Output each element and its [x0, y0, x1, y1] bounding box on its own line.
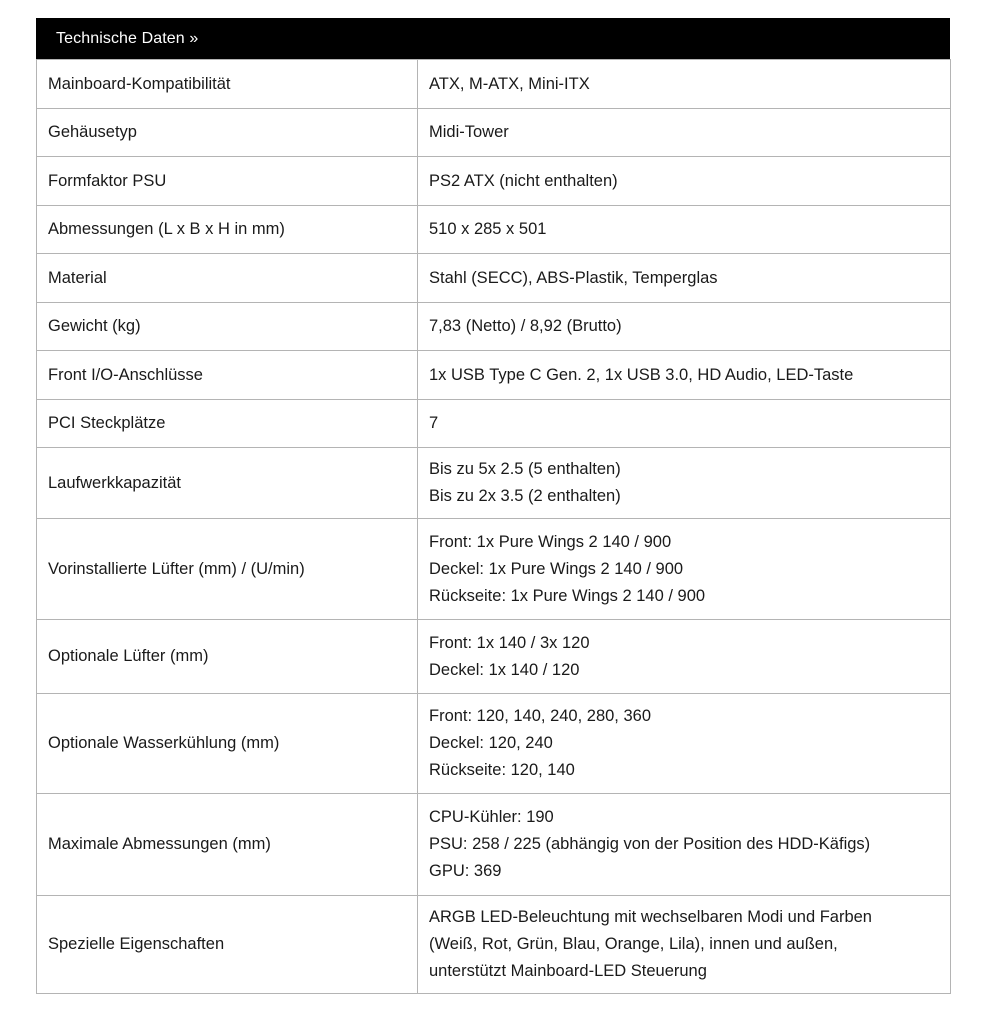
spec-label: Optionale Wasserkühlung (mm)	[37, 694, 418, 794]
spec-value	[418, 206, 951, 254]
spec-label: Maximale Abmessungen (mm)	[37, 794, 418, 896]
spec-value-line: Front: 1x Pure Wings 2 140 / 900	[429, 532, 672, 551]
spec-value-line: PSU: 258 / 225 (abhängig von der Position des HDD-Käfigs)	[429, 835, 871, 853]
spec-value	[418, 794, 951, 896]
spec-row	[37, 620, 951, 694]
spec-label: Vorinstallierte Lüfter (mm) / (U/min)	[37, 519, 418, 620]
spec-row	[37, 60, 951, 109]
spec-value-line: Rückseite: 120, 140	[429, 761, 575, 779]
spec-value-line: 7	[429, 414, 439, 432]
spec-value-line: Front: 120, 140, 240, 280, 360	[429, 707, 652, 725]
spec-value-line: unterstützt Mainboard-LED Steuerung	[429, 962, 707, 980]
spec-value-line: ATX, M-ATX, Mini-ITX	[429, 74, 590, 93]
spec-label: Formfaktor PSU	[37, 157, 418, 206]
spec-value-line: Deckel: 1x 140 / 120	[429, 660, 580, 679]
spec-table-header	[36, 18, 950, 59]
spec-row	[37, 519, 951, 620]
spec-value	[418, 448, 951, 519]
spec-row	[37, 896, 951, 994]
spec-row	[37, 351, 951, 400]
spec-row	[37, 448, 951, 519]
spec-label: Mainboard-Kompatibilität	[37, 60, 418, 109]
spec-label: Gehäusetyp	[37, 109, 418, 157]
spec-value-line: (Weiß, Rot, Grün, Blau, Orange, Lila), innen und außen,	[429, 935, 838, 953]
spec-table-body	[37, 60, 951, 994]
spec-label: Gewicht (kg)	[37, 303, 418, 351]
spec-row	[37, 109, 951, 157]
spec-value	[418, 896, 951, 994]
spec-value-line: Rückseite: 1x Pure Wings 2 140 / 900	[429, 586, 706, 605]
spec-value-line: ARGB LED-Beleuchtung mit wechselbaren Modi und Farben	[429, 908, 872, 926]
spec-table	[36, 59, 951, 994]
spec-value-line: Front: 1x 140 / 3x 120	[429, 633, 590, 652]
spec-sheet	[36, 18, 950, 994]
spec-value	[418, 400, 951, 448]
spec-value-line: Stahl (SECC), ABS-Plastik, Temperglas	[429, 268, 718, 287]
spec-label: Material	[37, 254, 418, 303]
spec-label: PCI Steckplätze	[37, 400, 418, 448]
spec-value-line: Bis zu 5x 2.5 (5 enthalten)	[429, 460, 621, 478]
spec-label: Front I/O-Anschlüsse	[37, 351, 418, 400]
spec-value	[418, 254, 951, 303]
spec-value-line: 510 x 285 x 501	[429, 220, 547, 238]
spec-value-line: GPU: 369	[429, 862, 502, 880]
spec-value-line: 1x USB Type C Gen. 2, 1x USB 3.0, HD Audio, LED-Taste	[429, 365, 854, 384]
header-title: Technische Daten »	[56, 29, 199, 47]
spec-value-line: Deckel: 1x Pure Wings 2 140 / 900	[429, 559, 684, 578]
spec-row	[37, 694, 951, 794]
spec-value-line: 7,83 (Netto) / 8,92 (Brutto)	[429, 317, 622, 335]
spec-value-line: Midi-Tower	[429, 123, 509, 141]
spec-value	[418, 60, 951, 109]
spec-row	[37, 157, 951, 206]
spec-value	[418, 157, 951, 206]
spec-value	[418, 694, 951, 794]
spec-value	[418, 109, 951, 157]
spec-value-line: PS2 ATX (nicht enthalten)	[429, 171, 618, 190]
spec-row	[37, 794, 951, 896]
spec-label: Abmessungen (L x B x H in mm)	[37, 206, 418, 254]
spec-value	[418, 303, 951, 351]
spec-value-line: Bis zu 2x 3.5 (2 enthalten)	[429, 487, 621, 505]
spec-row	[37, 400, 951, 448]
spec-row	[37, 206, 951, 254]
spec-row	[37, 303, 951, 351]
spec-value-line: CPU-Kühler: 190	[429, 808, 554, 826]
spec-label: Laufwerkkapazität	[37, 448, 418, 519]
spec-value-line: Deckel: 120, 240	[429, 734, 553, 752]
spec-value	[418, 519, 951, 620]
spec-row	[37, 254, 951, 303]
spec-value	[418, 620, 951, 694]
spec-label: Spezielle Eigenschaften	[37, 896, 418, 994]
spec-label: Optionale Lüfter (mm)	[37, 620, 418, 694]
spec-value	[418, 351, 951, 400]
